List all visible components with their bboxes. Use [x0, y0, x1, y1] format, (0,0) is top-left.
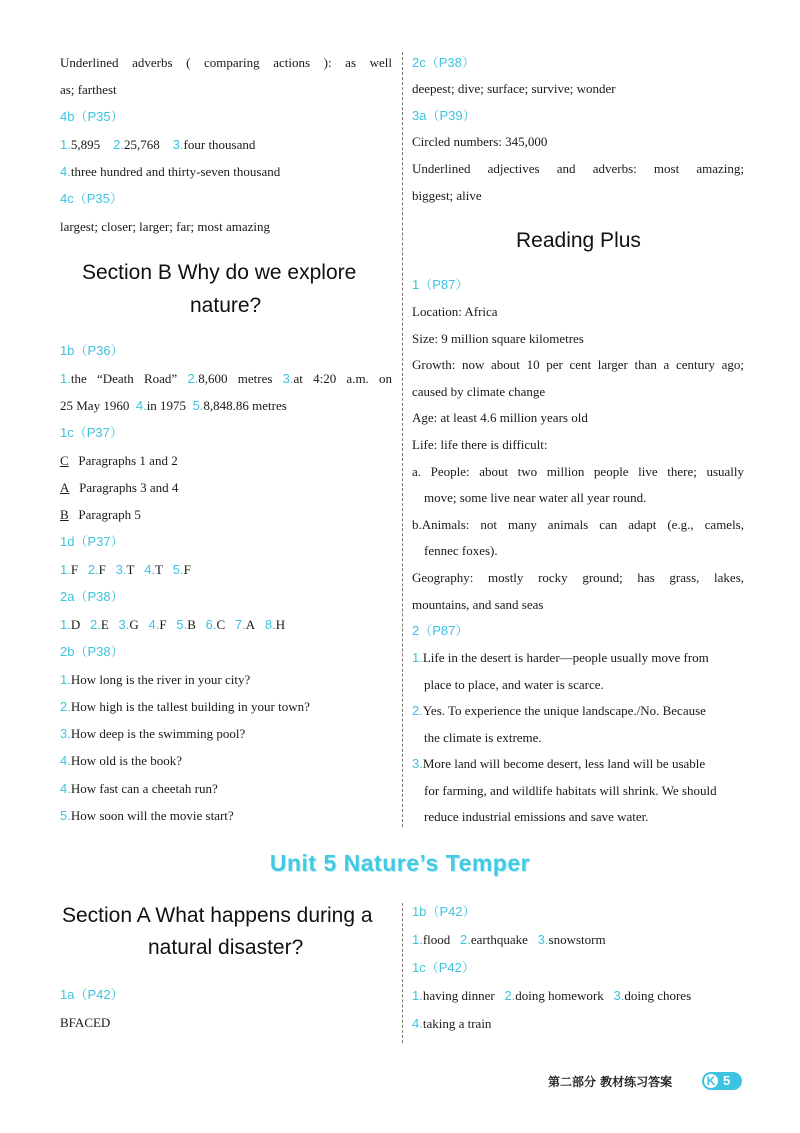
answer-text: D: [70, 617, 81, 632]
answer-line: BFACED: [60, 1015, 111, 1030]
unit-title: Unit 5 Nature’s Temper: [269, 850, 531, 876]
answer-line: Growth: now about 10 per cent larger than a century ago;: [412, 357, 744, 372]
answer-text: in 1975: [146, 398, 187, 413]
item-number: 4.: [60, 753, 71, 768]
answer-text: doing homework: [515, 988, 604, 1003]
answer-line: [60, 136, 255, 154]
item-number: 4.: [412, 1016, 423, 1031]
answer-text: F: [98, 562, 106, 577]
answer-line: Circled numbers: 345,000: [412, 134, 548, 149]
answer-line: [412, 755, 705, 773]
paragraph-line: Underlined adverbs ( comparing actions ): as well: [60, 55, 392, 70]
answer-line: Location: Africa: [412, 304, 498, 319]
item-number: 2.: [87, 562, 99, 577]
answer-text: H: [275, 617, 286, 632]
footer-text: 第二部分 教材练习答案: [548, 1075, 673, 1089]
answer-line: [412, 931, 606, 949]
answer-letter: A: [60, 480, 70, 495]
item-number: 3.: [118, 617, 130, 632]
answer-text: How soon will the movie start?: [70, 808, 234, 823]
exercise-tag: 2b（P38）: [60, 644, 124, 659]
exercise-tag: 4c（P35）: [60, 191, 123, 206]
answer-text: How long is the river in your city?: [70, 672, 251, 687]
item-number: 2.: [89, 617, 101, 632]
answer-line: largest; closer; larger; far; most amazing: [60, 219, 270, 234]
answer-text: snowstorm: [548, 932, 606, 947]
answer-text: E: [100, 617, 109, 632]
exercise-tag: 2c（P38）: [412, 55, 475, 70]
answer-text: F: [159, 617, 167, 632]
answer-text: How fast can a cheetah run?: [70, 781, 218, 796]
answer-text: F: [183, 562, 191, 577]
exercise-tag: 1b（P36）: [60, 343, 124, 358]
section-title: Reading Plus: [516, 229, 641, 252]
answer-text: How deep is the swimming pool?: [70, 726, 246, 741]
answer-text: How old is the book?: [70, 753, 183, 768]
exercise-tag: 1（P87）: [412, 277, 469, 292]
answer-text: 5,895: [70, 137, 101, 152]
item-number: 7.: [234, 617, 246, 632]
answer-text: Paragraph 5: [78, 507, 141, 522]
answer-line: [60, 698, 310, 716]
answer-line: [60, 479, 178, 497]
answer-line: [412, 987, 691, 1005]
item-number: 3.: [282, 371, 294, 386]
answer-text: Yes. To experience the unique landscape./No. Because: [422, 703, 706, 718]
paragraph-line: as; farthest: [60, 82, 117, 97]
answer-line: b.Animals: not many animals can adapt (e.g., camels,: [412, 517, 744, 532]
answer-line: [60, 616, 285, 634]
exercise-tag: 2a（P38）: [60, 589, 124, 604]
answer-line: [60, 452, 178, 470]
item-number: 5.: [192, 398, 204, 413]
answer-line: biggest; alive: [412, 188, 482, 203]
item-number: 5.: [176, 617, 188, 632]
answer-text: G: [129, 617, 139, 632]
answer-line: Age: at least 4.6 million years old: [412, 410, 588, 425]
answer-text: the “Death Road”: [70, 371, 178, 386]
answer-text: three hundred and thirty-seven thousand: [70, 164, 281, 179]
item-number: 1.: [60, 617, 71, 632]
answer-line: [412, 649, 744, 667]
item-number: 3.: [172, 137, 184, 152]
answer-line: [60, 752, 182, 770]
answer-line: mountains, and sand seas: [412, 597, 544, 612]
item-number: 1.: [412, 988, 423, 1003]
section-title: nature?: [190, 294, 262, 317]
answer-line: place to place, and water is scarce.: [424, 677, 604, 692]
answer-line: [60, 370, 392, 388]
answer-line: [60, 163, 280, 181]
answer-text: having dinner: [422, 988, 495, 1003]
column-divider: [402, 903, 403, 1043]
item-number: 6.: [205, 617, 217, 632]
answer-text: C: [216, 617, 226, 632]
answer-line: [60, 725, 245, 743]
answer-text: Life in the desert is harder—people usually move from: [422, 650, 709, 665]
answer-line: Geography: mostly rocky ground; has grass, lakes,: [412, 570, 744, 585]
exercise-tag: 1c（P42）: [412, 960, 475, 975]
answer-text: taking a train: [422, 1016, 492, 1031]
answer-line: [412, 1015, 491, 1033]
item-number: 1.: [412, 650, 423, 665]
item-number: 1.: [60, 672, 71, 687]
answer-line: deepest; dive; surface; survive; wonder: [412, 81, 616, 96]
answer-line: Life: life there is difficult:: [412, 437, 548, 452]
answer-text: 25 May 1960: [60, 398, 130, 413]
item-number: 1.: [60, 562, 71, 577]
answer-text: 8,600 metres: [198, 371, 273, 386]
item-number: 1.: [60, 371, 71, 386]
answer-letter: C: [60, 453, 69, 468]
item-number: 5.: [172, 562, 184, 577]
answer-text: earthquake: [470, 932, 528, 947]
answer-line: Underlined adjectives and adverbs: most amazing;: [412, 161, 744, 176]
item-number: 3.: [115, 562, 127, 577]
item-number: 2.: [60, 699, 71, 714]
answer-letter: B: [60, 507, 69, 522]
exercise-tag: 1d（P37）: [60, 534, 124, 549]
exercise-tag: 2（P87）: [412, 623, 469, 638]
item-number: 4.: [60, 164, 71, 179]
answer-line: the climate is extreme.: [424, 730, 542, 745]
answer-line: Size: 9 million square kilometres: [412, 331, 584, 346]
answer-text: T: [155, 562, 163, 577]
exercise-tag: 1a（P42）: [60, 987, 124, 1002]
answer-line: reduce industrial emissions and save water.: [424, 809, 649, 824]
answer-line: [60, 671, 250, 689]
item-number: 5.: [60, 808, 71, 823]
item-number: 4.: [135, 398, 147, 413]
answer-line: for farming, and wildlife habitats will shrink. We should: [424, 783, 717, 798]
item-number: 3.: [537, 932, 549, 947]
item-number: 4.: [144, 562, 156, 577]
answer-line: fennec foxes).: [424, 543, 498, 558]
item-number: 2.: [113, 137, 124, 152]
answer-text: More land will become desert, less land will be usable: [422, 756, 706, 771]
item-number: 2.: [412, 703, 423, 718]
k-icon: K: [704, 1074, 718, 1088]
column-divider: [402, 52, 403, 827]
item-number: 1.: [60, 137, 71, 152]
item-number: 3.: [60, 726, 71, 741]
answer-line: caused by climate change: [412, 384, 546, 399]
answer-line: move; some live near water all year round.: [424, 490, 647, 505]
item-number: 4.: [60, 781, 71, 796]
item-number: 3.: [412, 756, 423, 771]
item-number: 4.: [148, 617, 160, 632]
item-number: 8.: [264, 617, 276, 632]
answer-text: Paragraphs 1 and 2: [78, 453, 178, 468]
item-number: 2.: [504, 988, 516, 1003]
answer-text: T: [126, 562, 135, 577]
answer-text: 8,848.86 metres: [203, 398, 287, 413]
exercise-tag: 1b（P42）: [412, 904, 476, 919]
answer-text: at 4:20 a.m. on: [293, 371, 393, 386]
answer-text: Paragraphs 3 and 4: [79, 480, 179, 495]
answer-text: A: [245, 617, 256, 632]
item-number: 2.: [460, 932, 471, 947]
answer-line: [60, 807, 234, 825]
exercise-tag: 3a（P39）: [412, 108, 476, 123]
section-title: Section B Why do we explore: [82, 261, 357, 284]
answer-text: How high is the tallest building in your town?: [70, 699, 310, 714]
answer-line: [60, 506, 141, 524]
section-title: Section A What happens during a: [62, 904, 373, 927]
answer-text: 25,768: [123, 137, 160, 152]
exercise-tag: 4b（P35）: [60, 109, 124, 124]
answer-text: F: [70, 562, 79, 577]
item-number: 3.: [613, 988, 625, 1003]
answer-text: flood: [422, 932, 451, 947]
item-number: 2.: [187, 371, 199, 386]
answer-text: doing chores: [624, 988, 692, 1003]
answer-line: [60, 561, 191, 579]
answer-line: a. People: about two million people live there; usually: [412, 464, 744, 479]
answer-line: [412, 702, 706, 720]
answer-line: [60, 780, 218, 798]
section-title: natural disaster?: [148, 936, 304, 959]
page-number: 5: [723, 1073, 731, 1088]
exercise-tag: 1c（P37）: [60, 425, 123, 440]
answer-line: [60, 397, 287, 415]
answer-text: B: [187, 617, 196, 632]
answer-text: four thousand: [183, 137, 256, 152]
item-number: 1.: [412, 932, 423, 947]
